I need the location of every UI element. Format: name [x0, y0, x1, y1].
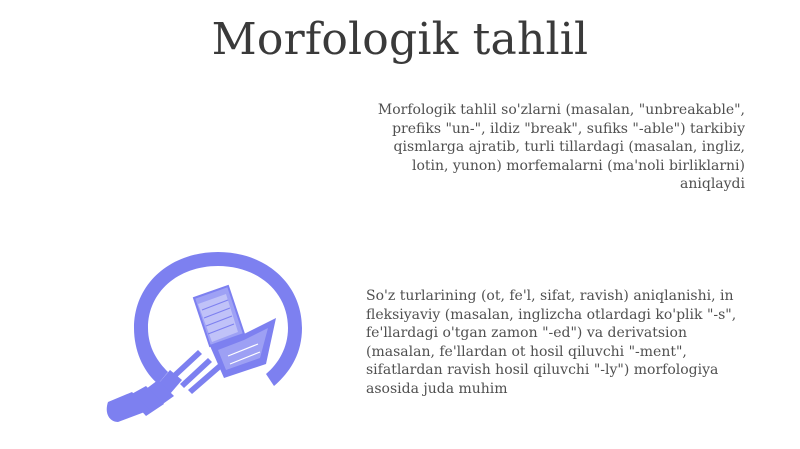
slide-title: Morfologik tahlil: [211, 14, 589, 65]
paragraph-morpheme-analysis: Morfologik tahlil so'zlarni (masalan, "unbreakable", prefiks "un-", ildiz "break", sufiks "-able") tarkibiy qismlarga ajratib, turli tillardagi (masalan, ingliz, lotin, yunon) morfemalarni (ma'noli birliklarni) aniqlaydi: [377, 102, 745, 192]
paragraph-word-classes: So'z turlarining (ot, fe'l, sifat, ravish) aniqlanishi, in fleksiyaviy (masalan, inglizcha otlardagi ko'plik "-s", fe'llardagi o'tgan zamon "-ed") va derivatsion (masalan, fe'llardan ot hosil qiluvchi "-ment", sifatlardan ravish hosil qiluvchi "-ly") morfologiya asosida juda muhim: [366, 288, 737, 397]
lightbulb-book-icon: [98, 246, 310, 424]
